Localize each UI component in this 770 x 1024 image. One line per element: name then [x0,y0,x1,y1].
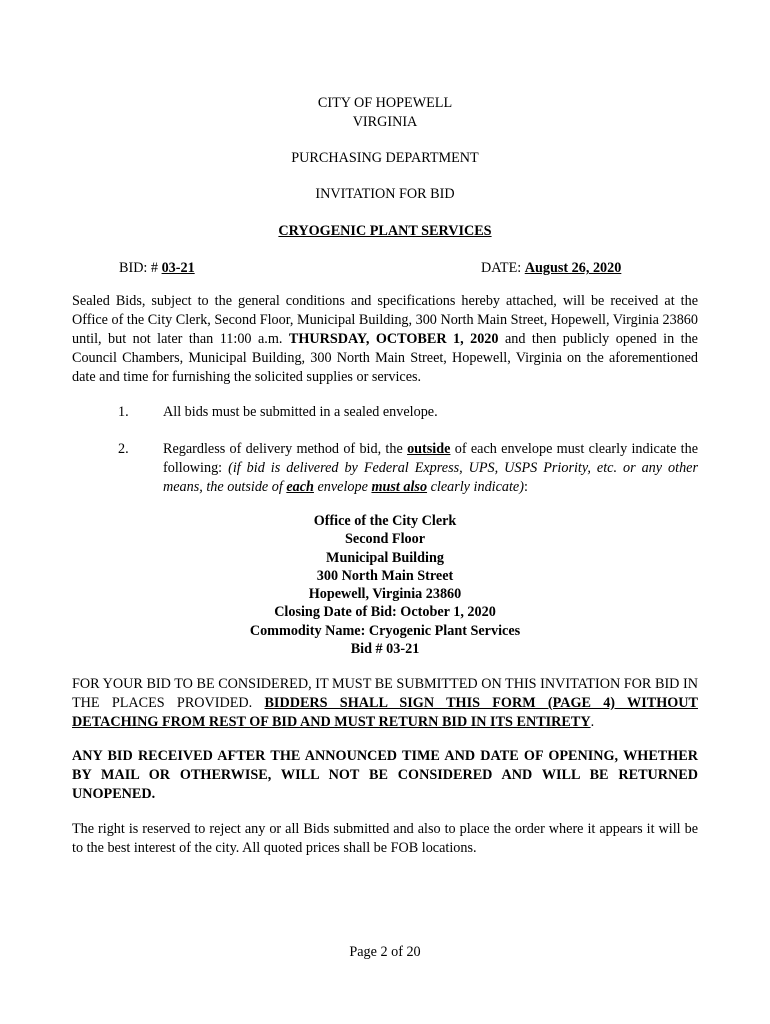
page-title: CRYOGENIC PLANT SERVICES [278,223,492,239]
must-also-emphasis: must also [371,479,428,495]
bid-label: BID: # [119,260,159,276]
address-line: Office of the City Clerk [313,513,457,529]
address-line: Closing Date of Bid: October 1, 2020 [274,604,496,621]
address-line: Municipal Building [326,549,444,566]
bid-deadline: THURSDAY, OCTOBER 1, 2020 [288,331,499,347]
submission-notice: FOR YOUR BID TO BE CONSIDERED, IT MUST BE SUBMITTED ON THIS INVITATION FOR BID IN THE PLACES PROVIDED. BIDDERS SHALL SIGN THIS FORM (PAGE 4) WITHOUT DETACHING FROM REST OF BID AND MUST RETURN BID IN ITS ENTIRETY. [72,676,698,730]
state-heading: VIRGINIA [352,114,418,130]
city-heading: CITY OF HOPEWELL [317,95,453,111]
address-line: Hopewell, Virginia 23860 [308,586,462,603]
doc-type-heading: INVITATION FOR BID [315,186,455,202]
department-heading: PURCHASING DEPARTMENT [291,150,479,166]
address-line: Second Floor [345,531,425,548]
address-line: Bid # 03-21 [350,641,420,658]
date-label: DATE: [481,260,522,276]
each-emphasis: each [286,479,314,495]
address-line: Commodity Name: Cryogenic Plant Services [249,622,521,639]
item-1-number: 1. [118,404,129,420]
bid-number: 03-21 [161,260,195,276]
late-bid-warning: ANY BID RECEIVED AFTER THE ANNOUNCED TIME AND DATE OF OPENING, WHETHER BY MAIL OR OTHERWISE, WILL NOT BE CONSIDERED AND WILL BE RETURNED UNOPENED. [72,748,698,802]
address-line: 300 North Main Street [316,567,454,584]
intro-text-1: Sealed Bids, subject to the general conditions and specifications hereby attached, will be received at the Office of the City Clerk, Second Floor, Municipal Building, 300 North Main Street, Hopewell, Virginia 23860 until, but not later than 11:00 a.m. [72,293,698,347]
reservation-paragraph: The right is reserved to reject any or all Bids submitted and also to place the order where it appears it will be to the best interest of the city. All quoted prices shall be FOB locations. [72,821,698,856]
item-2-text: Regardless of delivery method of bid, the outside of each envelope must clearly indicate the following: (if bid is delivered by Federal Express, UPS, USPS Priority, etc. or any other means, the outside of each envelope must also clearly indicate): [163,441,699,495]
date-value: August 26, 2020 [524,260,622,276]
outside-emphasis: outside [407,441,451,457]
mailing-address-block [72,512,698,658]
page-number: Page 2 of 20 [349,944,421,960]
bid-number-line [119,259,195,278]
date-line [481,259,621,278]
item-1-text: All bids must be submitted in a sealed envelope. [163,404,438,420]
intro-paragraph [72,292,698,387]
signature-requirement: BIDDERS SHALL SIGN THIS FORM (PAGE 4) WITHOUT DETACHING FROM REST OF BID AND MUST RETURN BID IN ITS ENTIRETY [72,695,698,730]
intro-text-2: and then publicly opened in the Council Chambers, Municipal Building, 300 North Main Street, Hopewell, Virginia on the aforementioned date and time for furnishing the solicited supplies or services. [72,331,698,385]
item-2-number: 2. [118,441,129,457]
